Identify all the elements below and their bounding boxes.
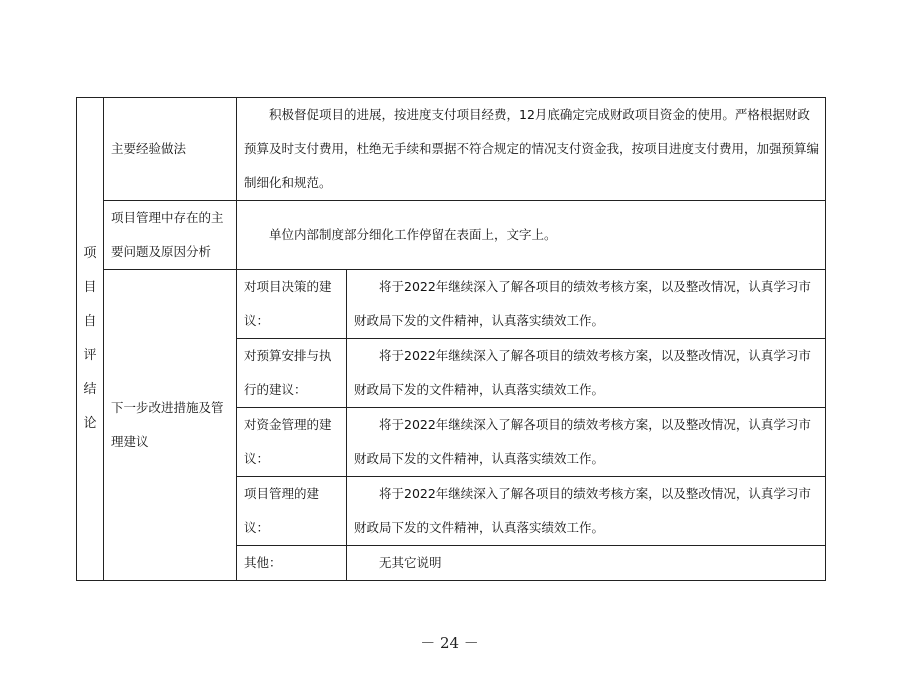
table-row — [77, 98, 826, 201]
category-cell — [77, 98, 104, 581]
suggestion-text: 将于2022年继续深入了解各项目的绩效考核方案，以及整改情况，认真学习市财政局下发的文件精神，认真落实绩效工作。 — [347, 270, 826, 339]
category-char: 结 — [83, 382, 97, 397]
experience-text: 积极督促项目的进展，按进度支付项目经费，12月底确定完成财政项目资金的使用。严格根据财政预算及时支付费用，杜绝无手续和票据不符合规定的情况支付资金我，按项目进度支付费用，加强预算编制细化和规范。 — [237, 98, 826, 201]
next-steps-label: 下一步改进措施及管理建议 — [104, 270, 237, 581]
suggestion-text: 无其它说明 — [347, 546, 826, 581]
category-char: 论 — [83, 416, 97, 431]
suggestion-text: 将于2022年继续深入了解各项目的绩效考核方案，以及整改情况，认真学习市财政局下发的文件精神，认真落实绩效工作。 — [347, 477, 826, 546]
suggestion-label: 其他： — [237, 546, 347, 581]
category-vertical-label — [77, 237, 103, 441]
suggestion-label: 对项目决策的建议： — [237, 270, 347, 339]
table-row — [77, 201, 826, 270]
table-row — [77, 270, 826, 339]
suggestion-label: 对资金管理的建议： — [237, 408, 347, 477]
suggestion-text: 将于2022年继续深入了解各项目的绩效考核方案，以及整改情况，认真学习市财政局下发的文件精神，认真落实绩效工作。 — [347, 408, 826, 477]
suggestion-text: 将于2022年继续深入了解各项目的绩效考核方案，以及整改情况，认真学习市财政局下发的文件精神，认真落实绩效工作。 — [347, 339, 826, 408]
suggestion-label: 项目管理的建议： — [237, 477, 347, 546]
category-char: 目 — [83, 280, 97, 295]
problems-text: 单位内部制度部分细化工作停留在表面上，文字上。 — [237, 201, 826, 270]
category-char: 评 — [83, 348, 97, 363]
category-char: 项 — [83, 246, 97, 261]
experience-label: 主要经验做法 — [104, 98, 237, 201]
problems-label: 项目管理中存在的主要问题及原因分析 — [104, 201, 237, 270]
category-char: 自 — [83, 314, 97, 329]
suggestion-label: 对预算安排与执行的建议： — [237, 339, 347, 408]
page-number: － 24 － — [420, 634, 479, 652]
self-evaluation-table — [76, 97, 826, 581]
